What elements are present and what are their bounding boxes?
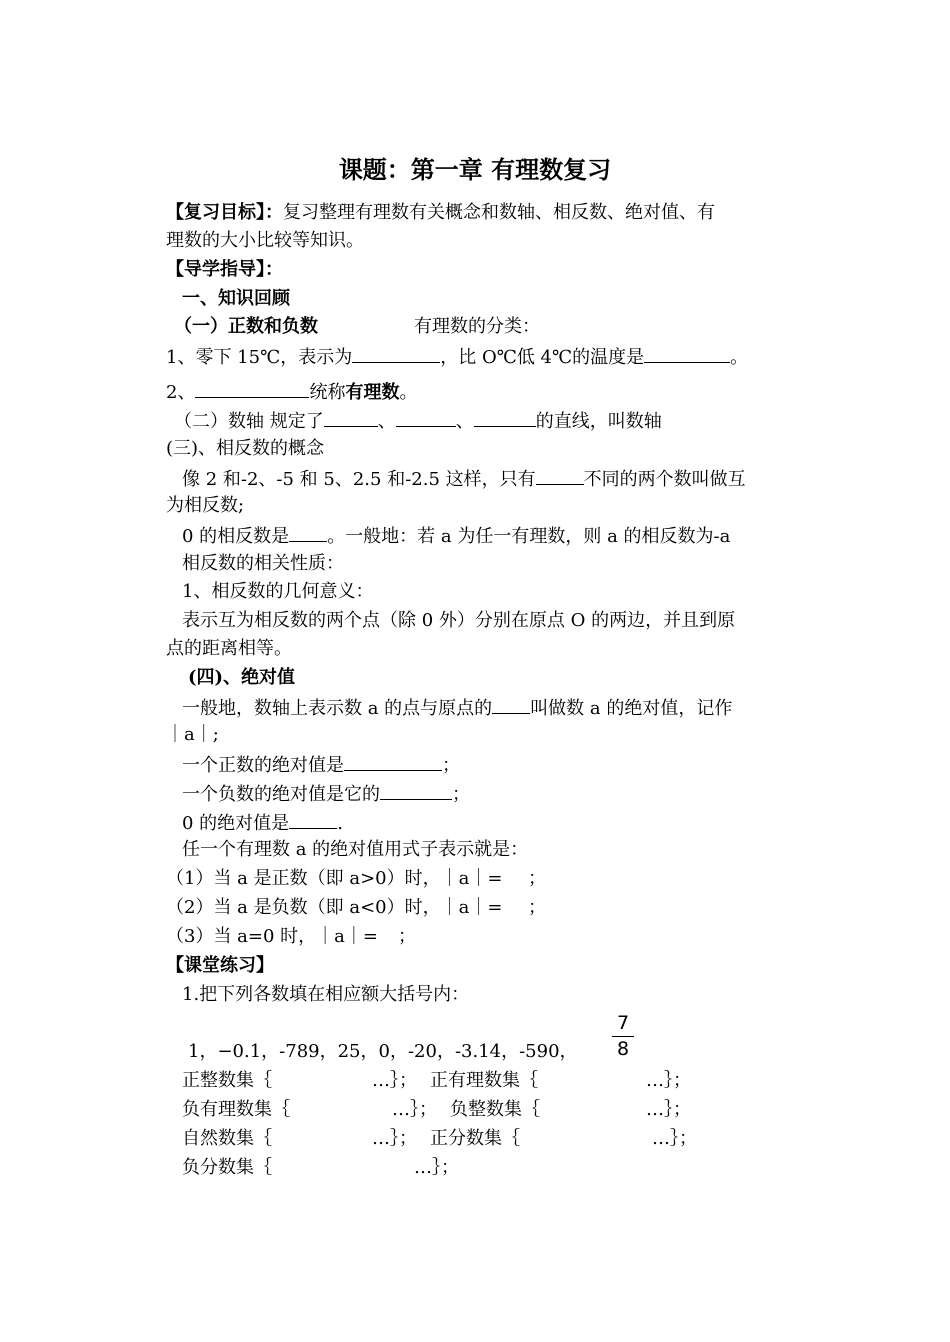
set-negative-rational-open: 负有理数集｛ (182, 1099, 290, 1120)
opposite-line-6: 表示互为相反数的两个点（除 0 外）分别在原点 O 的两边，并且到原 (182, 610, 736, 631)
subsection-absolute-head: (四)、绝对值 (188, 667, 296, 688)
absolute-case-1: （1）当 a 是正数（即 a>0）时，｜a｜= (166, 868, 503, 889)
absolute-line-3 (182, 752, 460, 778)
set-negative-integer-close: …｝； (646, 1099, 691, 1120)
opposite-line-3 (182, 523, 730, 549)
question-1 (166, 344, 748, 370)
opposite-line-1 (182, 466, 746, 492)
fill-blank[interactable] (352, 344, 440, 363)
absolute-zero-text: 0 的绝对值是 (182, 813, 290, 834)
goal-text-1: 复习整理有理数有关概念和数轴、相反数、绝对值、有 (283, 202, 715, 223)
q2-text-b: 统称 (309, 382, 346, 403)
set-positive-fraction-open: 正分数集｛ (430, 1128, 520, 1149)
absolute-semicolon: ； (452, 784, 470, 805)
set-positive-integer-close: …｝； (372, 1070, 417, 1091)
absolute-line-5 (182, 810, 343, 836)
guide-label: 【导学指导】： (166, 259, 283, 280)
number-line-sep: 、 (455, 411, 474, 432)
absolute-period: . (337, 813, 343, 834)
absolute-case-2: （2）当 a 是负数（即 a<0）时，｜a｜= (166, 897, 503, 918)
subsection-positive-negative (174, 315, 318, 339)
absolute-line-2: ｜a｜; (166, 724, 219, 745)
opposite-line-4: 相反数的相关性质： (182, 553, 344, 574)
set-negative-integer-open: 负整数集｛ (450, 1099, 540, 1120)
absolute-line-4 (182, 781, 470, 807)
set-natural-close: …｝； (372, 1128, 417, 1149)
q1-text-c: 。 (730, 347, 749, 368)
fill-blank[interactable] (380, 781, 452, 800)
opposite-general-text: 。一般地：若 a 为任一有理数，则 a 的相反数为-a (327, 526, 731, 547)
opposite-zero-text: 0 的相反数是 (182, 526, 290, 547)
practice-number-list: 1，−0.1，-789，25，0，-20，-3.14，-590， (188, 1041, 578, 1062)
q2-text-d: 。 (399, 382, 418, 403)
subsection-number-line (174, 408, 662, 434)
absolute-semicolon: ； (442, 755, 460, 776)
fraction-bar (612, 1036, 634, 1037)
goal-line-2: 理数的大小比较等知识。 (166, 230, 364, 251)
absolute-line-1 (182, 695, 732, 721)
absolute-case-3: （3）当 a=0 时，｜a｜= (166, 926, 378, 947)
q1-text-b: ，比 O℃低 4℃的温度是 (440, 347, 645, 368)
set-positive-integer-open: 正整数集｛ (182, 1070, 272, 1091)
fill-blank[interactable] (396, 408, 456, 427)
fill-blank[interactable] (644, 344, 730, 363)
fill-blank[interactable] (536, 466, 584, 485)
subsection-opposite-head: (三)、相反数的概念 (166, 438, 325, 459)
question-2 (166, 379, 417, 405)
set-positive-rational-open: 正有理数集｛ (430, 1070, 538, 1091)
opposite-line-5: 1、相反数的几何意义： (182, 581, 374, 602)
practice-head: 【课堂练习】 (166, 955, 274, 976)
q2-text-bold: 有理数 (345, 382, 400, 403)
set-negative-rational-close: …｝； (392, 1099, 437, 1120)
absolute-text-a: 一般地，数轴上表示数 a 的点与原点的 (182, 698, 493, 719)
set-positive-fraction-close: …｝； (652, 1128, 697, 1149)
fill-blank[interactable] (474, 408, 536, 427)
fill-blank[interactable] (324, 408, 378, 427)
opposite-line-2: 为相反数; (166, 495, 245, 516)
q2-text-a: 2、 (166, 382, 196, 403)
opposite-text-b: 不同的两个数叫做互 (583, 469, 746, 490)
absolute-case-1-end: ； (528, 868, 546, 889)
fill-blank[interactable] (289, 810, 337, 829)
set-positive-rational-close: …｝； (646, 1070, 691, 1091)
absolute-line-6: 任一个有理数 a 的绝对值用式子表示就是： (182, 839, 529, 860)
set-negative-fraction-close: …｝； (414, 1157, 459, 1178)
fill-blank[interactable] (492, 695, 530, 714)
fill-blank[interactable] (289, 523, 327, 542)
absolute-positive-text: 一个正数的绝对值是 (182, 755, 344, 776)
number-line-sep: 、 (377, 411, 396, 432)
opposite-text-a: 像 2 和-2、-5 和 5、2.5 和-2.5 这样，只有 (182, 469, 536, 490)
set-natural-open: 自然数集｛ (182, 1128, 272, 1149)
absolute-text-b: 叫做数 a 的绝对值，记作 (530, 698, 733, 719)
practice-question-1: 1.把下列各数填在相应额大括号内： (182, 984, 470, 1005)
fill-blank[interactable] (195, 379, 309, 398)
absolute-case-2-end: ； (528, 897, 546, 918)
fraction-denominator: 8 (616, 1038, 630, 1060)
fill-blank[interactable] (344, 752, 442, 771)
absolute-case-3-end: ； (398, 926, 416, 947)
q1-text-a: 1、零下 15℃，表示为 (166, 347, 353, 368)
absolute-negative-text: 一个负数的绝对值是它的 (182, 784, 380, 805)
set-negative-fraction-open: 负分数集｛ (182, 1157, 272, 1178)
goal-line-1 (166, 201, 715, 225)
number-line-text-d: 的直线，叫数轴 (535, 411, 662, 432)
fraction-numerator: 7 (616, 1012, 630, 1034)
page-title: 课题：第一章 有理数复习 (338, 156, 612, 184)
rational-classification-label: 有理数的分类： (414, 316, 540, 337)
section-knowledge-review: 一、知识回顾 (182, 288, 290, 309)
opposite-line-7: 点的距离相等。 (166, 638, 292, 659)
subsection-head: （一）正数和负数 (174, 316, 318, 337)
goal-label: 【复习目标】： (166, 202, 283, 223)
fraction-seven-eighths (612, 1012, 634, 1060)
number-line-text-a: （二）数轴 规定了 (174, 411, 324, 432)
